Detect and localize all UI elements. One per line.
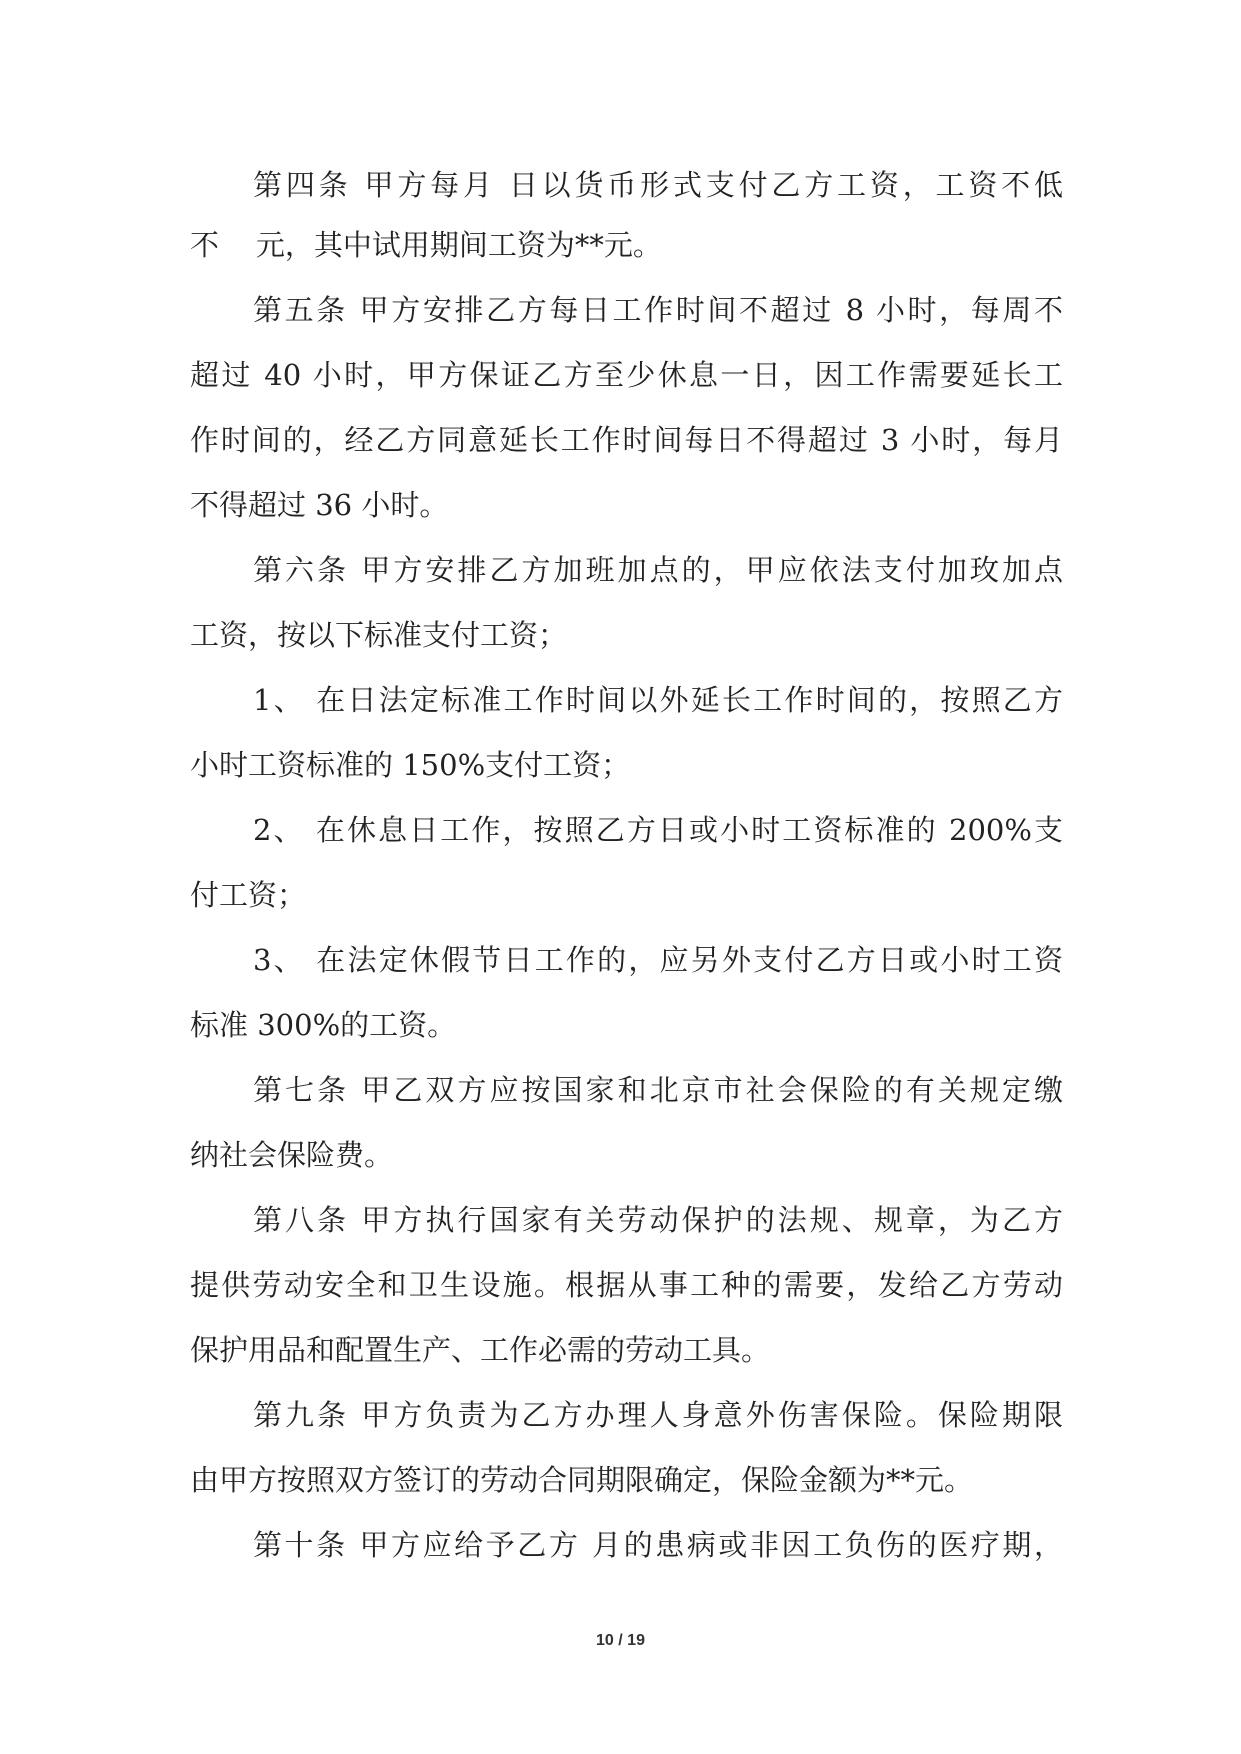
text-line: 第四条 甲方每月 日以货币形式支付乙方工资，工资不低 xyxy=(253,168,1063,202)
text-line: 纳社会保险费。 xyxy=(190,1138,394,1172)
text-line: 3、 在法定休假节日工作的，应另外支付乙方日或小时工资 xyxy=(253,943,1063,977)
text-line: 1、 在日法定标准工作时间以外延长工作时间的，按照乙方 xyxy=(253,683,1063,717)
text-line: 作时间的，经乙方同意延长工作时间每日不得超过 3 小时，每月 xyxy=(190,423,1063,457)
text-line: 超过 40 小时，甲方保证乙方至少休息一日，因工作需要延长工 xyxy=(190,358,1063,392)
text-line: 小时工资标准的 150%支付工资； xyxy=(190,748,631,782)
text-line: 2、 在休息日工作，按照乙方日或小时工资标准的 200%支 xyxy=(253,813,1063,847)
text-line: 第十条 甲方应给予乙方 月的患病或非因工负伤的医疗期， xyxy=(253,1528,1063,1562)
text-line: 不 元，其中试用期间工资为**元。 xyxy=(190,228,662,262)
text-line: 工资，按以下标准支付工资； xyxy=(190,618,568,652)
text-line: 付工资； xyxy=(190,878,307,912)
page-number: 10 / 19 xyxy=(596,1632,645,1649)
text-line: 第七条 甲乙双方应按国家和北京市社会保险的有关规定缴 xyxy=(253,1073,1063,1107)
text-line: 标准 300%的工资。 xyxy=(190,1008,457,1042)
text-line: 第五条 甲方安排乙方每日工作时间不超过 8 小时，每周不 xyxy=(253,293,1063,327)
text-line: 由甲方按照双方签订的劳动合同期限确定，保险金额为**元。 xyxy=(190,1463,974,1497)
text-line: 第九条 甲方负责为乙方办理人身意外伤害保险。保险期限 xyxy=(253,1398,1063,1432)
text-line: 第八条 甲方执行国家有关劳动保护的法规、规章，为乙方 xyxy=(253,1203,1063,1237)
text-line: 不得超过 36 小时。 xyxy=(190,488,449,522)
text-line: 保护用品和配置生产、工作必需的劳动工具。 xyxy=(190,1333,771,1367)
text-line: 提供劳动安全和卫生设施。根据从事工种的需要，发给乙方劳动 xyxy=(190,1268,1063,1302)
text-line: 第六条 甲方安排乙方加班加点的，甲应依法支付加玫加点 xyxy=(253,553,1063,587)
